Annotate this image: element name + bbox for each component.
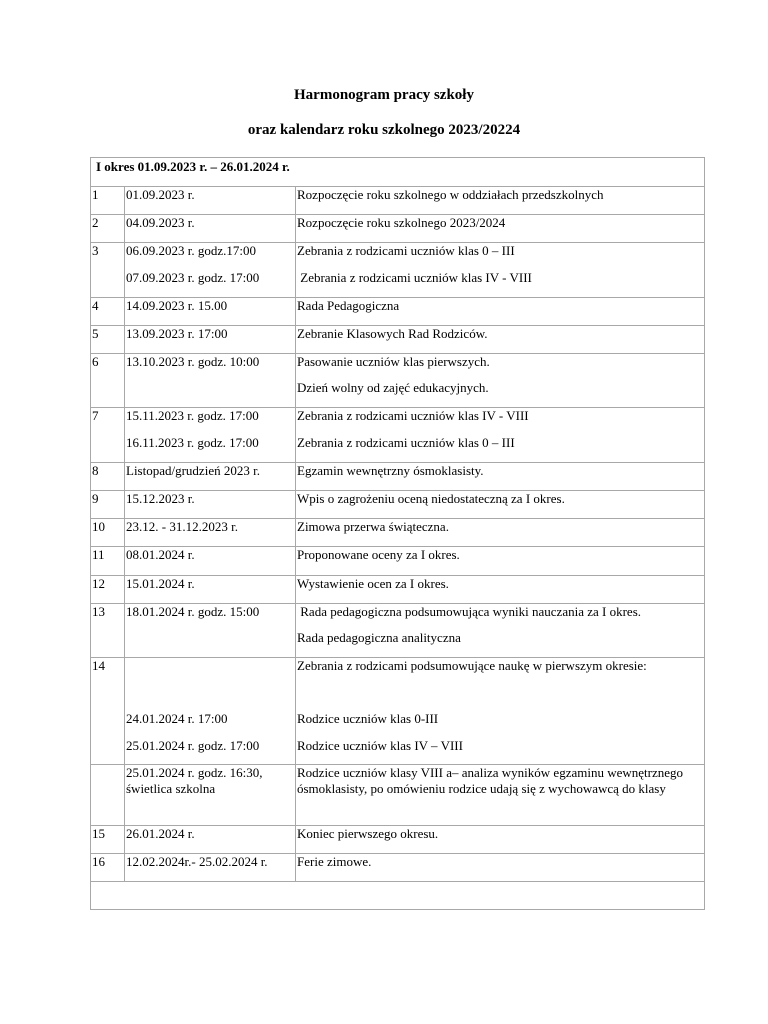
row-event: Zebrania z rodzicami podsumowujące naukę w pierwszym okresie: (297, 658, 647, 673)
table-row (91, 298, 705, 326)
row-event: Dzień wolny od zajęć edukacyjnych. (297, 380, 489, 395)
row-number: 10 (91, 519, 125, 547)
row-number: 14 (91, 658, 125, 765)
table-row (91, 215, 705, 243)
row-number: 3 (91, 243, 125, 298)
row-number: 16 (91, 854, 125, 882)
row-date: 13.09.2023 r. 17:00 (125, 326, 296, 354)
table-row (91, 326, 705, 354)
row-date: 14.09.2023 r. 15.00 (125, 298, 296, 326)
row-event: Wpis o zagrożeniu oceną niedostateczną za I okres. (296, 491, 705, 519)
row-event-cell (296, 658, 705, 765)
row-event: Rodzice uczniów klasy VIII a– analiza wyników egzaminu wewnętrznego ósmoklasisty, po omówieniu rodzice udają się z wychowawcą do klasy (296, 765, 705, 826)
row-date: 23.12. - 31.12.2023 r. (125, 519, 296, 547)
row-event: Rodzice uczniów klas 0-III (297, 711, 439, 726)
row-date: 07.09.2023 r. godz. 17:00 (126, 270, 260, 285)
row-event: Rodzice uczniów klas IV – VIII (297, 738, 463, 753)
table-row (91, 765, 705, 826)
row-date: 24.01.2024 r. 17:00 (126, 711, 228, 726)
row-event: Egzamin wewnętrzny ósmoklasisty. (296, 463, 705, 491)
row-number: 7 (91, 408, 125, 463)
row-event: Pasowanie uczniów klas pierwszych. (297, 354, 490, 369)
row-date: 18.01.2024 r. godz. 15:00 (125, 604, 296, 658)
document-subtitle: oraz kalendarz roku szkolnego 2023/20224 (247, 122, 521, 138)
table-row (91, 408, 705, 463)
row-date: 01.09.2023 r. (125, 187, 296, 215)
row-number: 15 (91, 826, 125, 854)
period-header: I okres 01.09.2023 r. – 26.01.2024 r. (91, 158, 705, 187)
table-row (91, 519, 705, 547)
table-row (91, 826, 705, 854)
row-number: 11 (91, 547, 125, 576)
row-number: 9 (91, 491, 125, 519)
document-title: Harmonogram pracy szkoły (294, 87, 474, 103)
row-event: Zebrania z rodzicami uczniów klas IV - VIII (297, 408, 529, 423)
row-event: Zebranie Klasowych Rad Rodziców. (296, 326, 705, 354)
table-row (91, 243, 705, 298)
row-date: 15.11.2023 r. godz. 17:00 (126, 408, 259, 423)
table-row (91, 491, 705, 519)
table-row (91, 658, 705, 765)
row-event: Rada Pedagogiczna (296, 298, 705, 326)
row-date: 06.09.2023 r. godz.17:00 (126, 243, 256, 258)
row-number: 2 (91, 215, 125, 243)
row-date: 15.12.2023 r. (125, 491, 296, 519)
row-date: 25.01.2024 r. godz. 17:00 (126, 738, 260, 753)
table-row (91, 854, 705, 882)
row-event-cell (296, 604, 705, 658)
table-row (91, 463, 705, 491)
row-event-cell (296, 243, 705, 298)
row-date: 15.01.2024 r. (125, 576, 296, 604)
schedule-table (90, 157, 705, 910)
row-event: Zebrania z rodzicami uczniów klas 0 – III (297, 243, 515, 258)
row-event: Rada pedagogiczna podsumowująca wyniki nauczania za I okres. (297, 604, 642, 619)
table-row (91, 354, 705, 408)
row-number: 13 (91, 604, 125, 658)
row-event: Proponowane oceny za I okres. (296, 547, 705, 576)
row-number (91, 765, 125, 826)
row-event: Rozpoczęcie roku szkolnego 2023/2024 (296, 215, 705, 243)
row-event-cell (296, 408, 705, 463)
empty-cell (91, 882, 705, 910)
row-date: 16.11.2023 r. godz. 17:00 (126, 435, 259, 450)
row-event: Rozpoczęcie roku szkolnego w oddziałach przedszkolnych (296, 187, 705, 215)
row-date-cell (125, 408, 296, 463)
row-date: 26.01.2024 r. (125, 826, 296, 854)
row-date-cell (125, 243, 296, 298)
row-date-cell (125, 658, 296, 765)
row-event: Koniec pierwszego okresu. (296, 826, 705, 854)
table-row (91, 547, 705, 576)
row-number: 5 (91, 326, 125, 354)
row-date: 08.01.2024 r. (125, 547, 296, 576)
row-event: Ferie zimowe. (296, 854, 705, 882)
row-date: Listopad/grudzień 2023 r. (125, 463, 296, 491)
table-row (91, 187, 705, 215)
table-row (91, 576, 705, 604)
row-event: Rada pedagogiczna analityczna (297, 630, 461, 645)
row-number: 1 (91, 187, 125, 215)
row-number: 12 (91, 576, 125, 604)
row-date: 12.02.2024r.- 25.02.2024 r. (125, 854, 296, 882)
row-event: Zebrania z rodzicami uczniów klas IV - VIII (297, 270, 532, 285)
row-number: 6 (91, 354, 125, 408)
row-event-cell (296, 354, 705, 408)
row-date: 25.01.2024 r. godz. 16:30, świetlica szkolna (125, 765, 296, 826)
row-date: 04.09.2023 r. (125, 215, 296, 243)
period-header-row (91, 158, 705, 187)
table-row (91, 604, 705, 658)
row-event: Wystawienie ocen za I okres. (296, 576, 705, 604)
empty-row (91, 882, 705, 910)
row-number: 4 (91, 298, 125, 326)
row-event: Zebrania z rodzicami uczniów klas 0 – III (297, 435, 515, 450)
row-event: Zimowa przerwa świąteczna. (296, 519, 705, 547)
row-date: 13.10.2023 r. godz. 10:00 (125, 354, 296, 408)
row-number: 8 (91, 463, 125, 491)
